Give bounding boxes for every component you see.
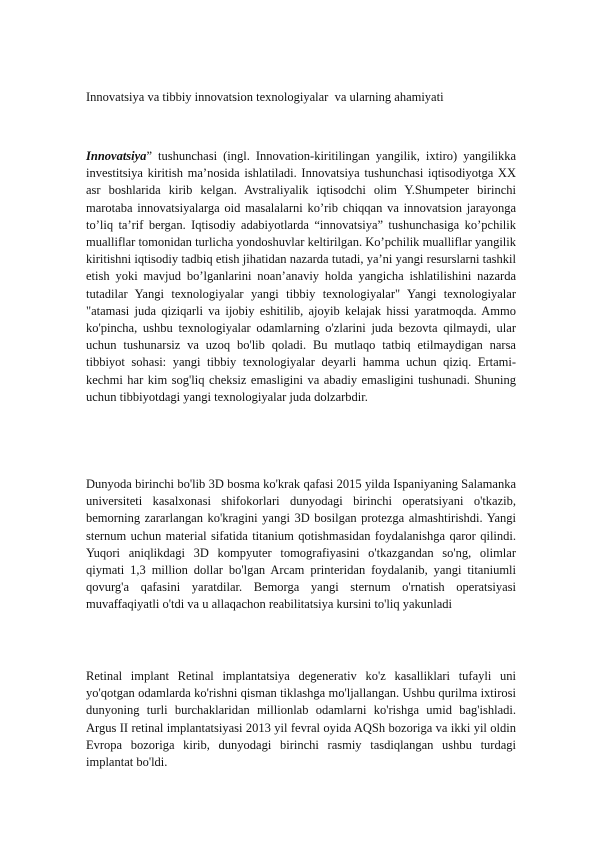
paragraph-lead-term: Innovatsiya — [86, 149, 147, 163]
document-title: Innovatsiya va tibbiy innovatsion texnologiyalar va ularning ahamiyati — [86, 90, 444, 104]
paragraph-text: ” tushunchasi (ingl. Innovation-kiritilingan yangilik, ixtiro) yangilikka investitsiya kiritish ma’nosida ishlatiladi. Innovatsiya tushunchasi iqtisodiyotga XX asr boshlarida kirib kelgan. Avstraliyalik iqtisodchi olim Y.Shumpeter birinchi marotaba innovatsiyalarga oid masalalarni ko’rib chiqqan va innovatsion jarayonga to’liq ta’rif bergan. Iqtisodiy adabiyotlarda “innovatsiya” tushunchasiga ko’pchilik mualliflar tomonidan turlicha yondoshuvlar keltirilgan. Ko’pchilik mualliflar yangilik kiritishni iqtisodiy tadbiq etish jihatidan nazarda tutadi, ya’ni yangi resurslarni tashkil etish yoki mavjud bo’lganlarini noan’anaviy holda yangicha ishlatilishini nazarda tutadilar Yangi texnologiyalar yangi tibbiy texnologiyalar" Yangi texnologiyalar "atamasi juda qiziqarli va ijobiy eshitilib, ajoyib kelajak hissi yaratmoqda. Ammo ko'pincha, ushbu texnologiyalar odamlarning o'zlarini juda bezovta qilmaydi, ular uchun tushunarsiz va uzoq bo'lib qoladi. Bu mutlaqo tatbiq etilmaydigan narsa tibbiyot sohasi: yangi tibbiy texnologiyalar deyarli hamma uchun qiziq. Ertami-kechmi har kim sog'liq cheksiz emasligini va abadiy emasligini tushunadi. Shuning uchun tibbiyotdagi yangi texnologiyalar juda dolzarbdir. — [86, 149, 516, 404]
paragraph-retinal-implant: Retinal implant Retinal implantatsiya degenerativ ko'z kasalliklari tufayli uni yo'qotgan odamlarda ko'rishni qisman tiklashga mo'ljallangan. Ushbu qurilma ixtirosi dunyoning turli burchaklaridan millionlab odamlarni ko'rishga umid bag'ishladi. Argus II retinal implantatsiyasi 2013 yil fevral oyida AQSh bozoriga va ikki yil oldin Evropa bozoriga kirib, dunyodagi birinchi rasmiy tasdiqlangan ushbu turdagi implantat bo'ldi. — [86, 669, 516, 770]
paragraph-innovatsiya — [86, 148, 516, 406]
paragraph-3d-sternum: Dunyoda birinchi bo'lib 3D bosma ko'krak qafasi 2015 yilda Ispaniyaning Salamanka universiteti kasalxonasi shifokorlari dunyodagi birinchi operatsiyani o'tkazib, bemorning zararlangan ko'kragini yangi 3D bosilgan protezga almashtirishdi. Yangi sternum uchun material sifatida titanium qotishmasidan foydalanishga qaror qilindi. Yuqori aniqlikdagi 3D kompyuter tomografiyasini o'tkazgandan so'ng, olimlar qiymati 1,3 million dollar bo'lgan Arcam printeridan foydalanib, yangi titaniumli qovurg'a qafasini yaratdilar. Bemorga yangi sternum o'rnatish operatsiyasi muvaffaqiyatli o'tdi va u allaqachon reabilitatsiya kursini to'liq yakunladi — [86, 477, 516, 612]
